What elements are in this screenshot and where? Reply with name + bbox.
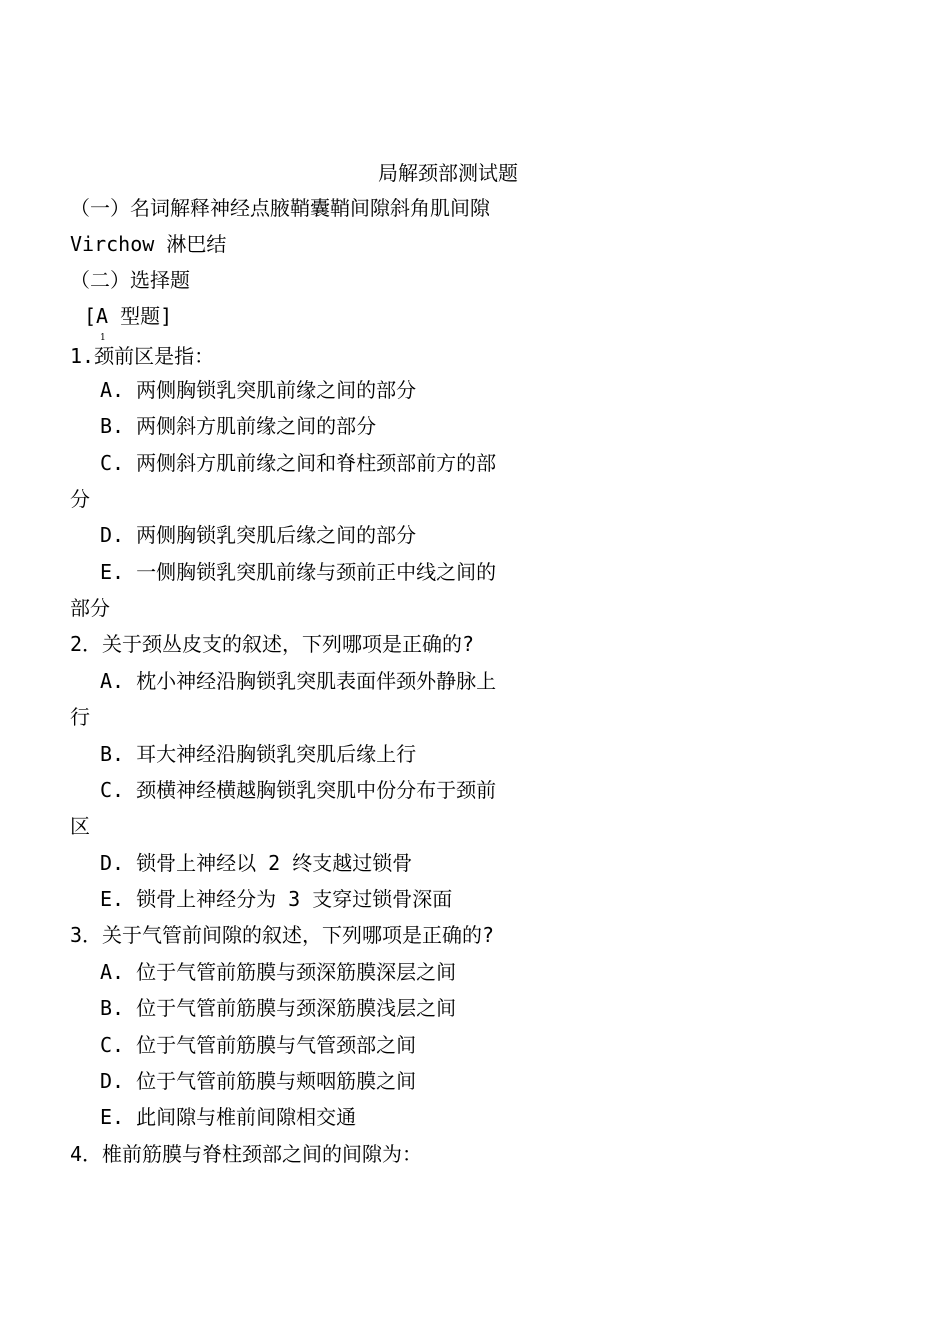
subsection-heading: [A 型题] bbox=[84, 304, 173, 328]
question-option: E. 锁骨上神经分为 3 支穿过锁骨深面 bbox=[100, 887, 453, 911]
question-stem: 3．关于气管前间隙的叙述，下列哪项是正确的? bbox=[70, 923, 495, 947]
question-option: D. 两侧胸锁乳突肌后缘之间的部分 bbox=[100, 523, 417, 547]
section-heading-terms-continued: Virchow 淋巴结 bbox=[70, 232, 227, 256]
question-option: E. 一侧胸锁乳突肌前缘与颈前正中线之间的 bbox=[100, 560, 497, 584]
question-stem: 2．关于颈丛皮支的叙述，下列哪项是正确的? bbox=[70, 632, 475, 656]
question-stem: 4．椎前筋膜与脊柱颈部之间的间隙为： bbox=[70, 1142, 423, 1166]
question-option: C. 位于气管前筋膜与气管颈部之间 bbox=[100, 1033, 417, 1057]
section-heading-terms: （一）名词解释神经点腋鞘囊鞘间隙斜角肌间隙 bbox=[70, 196, 490, 220]
section-heading-choice: （二）选择题 bbox=[70, 268, 190, 292]
document-title: 局解颈部测试题 bbox=[378, 161, 518, 185]
question-option: B. 两侧斜方肌前缘之间的部分 bbox=[100, 414, 377, 438]
question-option: B. 位于气管前筋膜与颈深筋膜浅层之间 bbox=[100, 996, 457, 1020]
footnote-marker: 1 bbox=[100, 333, 106, 343]
question-option: B. 耳大神经沿胸锁乳突肌后缘上行 bbox=[100, 742, 417, 766]
question-option: C. 颈横神经横越胸锁乳突肌中份分布于颈前 bbox=[100, 778, 497, 802]
question-option-wrap: 部分 bbox=[70, 596, 110, 620]
question-stem: 1.颈前区是指： bbox=[70, 344, 215, 368]
question-option: D. 锁骨上神经以 2 终支越过锁骨 bbox=[100, 851, 413, 875]
question-option: A. 枕小神经沿胸锁乳突肌表面伴颈外静脉上 bbox=[100, 669, 497, 693]
question-option: A. 位于气管前筋膜与颈深筋膜深层之间 bbox=[100, 960, 457, 984]
question-option: A. 两侧胸锁乳突肌前缘之间的部分 bbox=[100, 378, 417, 402]
question-option-wrap: 分 bbox=[70, 487, 90, 511]
question-option: E. 此间隙与椎前间隙相交通 bbox=[100, 1105, 357, 1129]
question-option-wrap: 行 bbox=[70, 705, 90, 729]
question-option: C. 两侧斜方肌前缘之间和脊柱颈部前方的部 bbox=[100, 451, 497, 475]
question-option-wrap: 区 bbox=[70, 814, 90, 838]
question-option: D. 位于气管前筋膜与颊咽筋膜之间 bbox=[100, 1069, 417, 1093]
